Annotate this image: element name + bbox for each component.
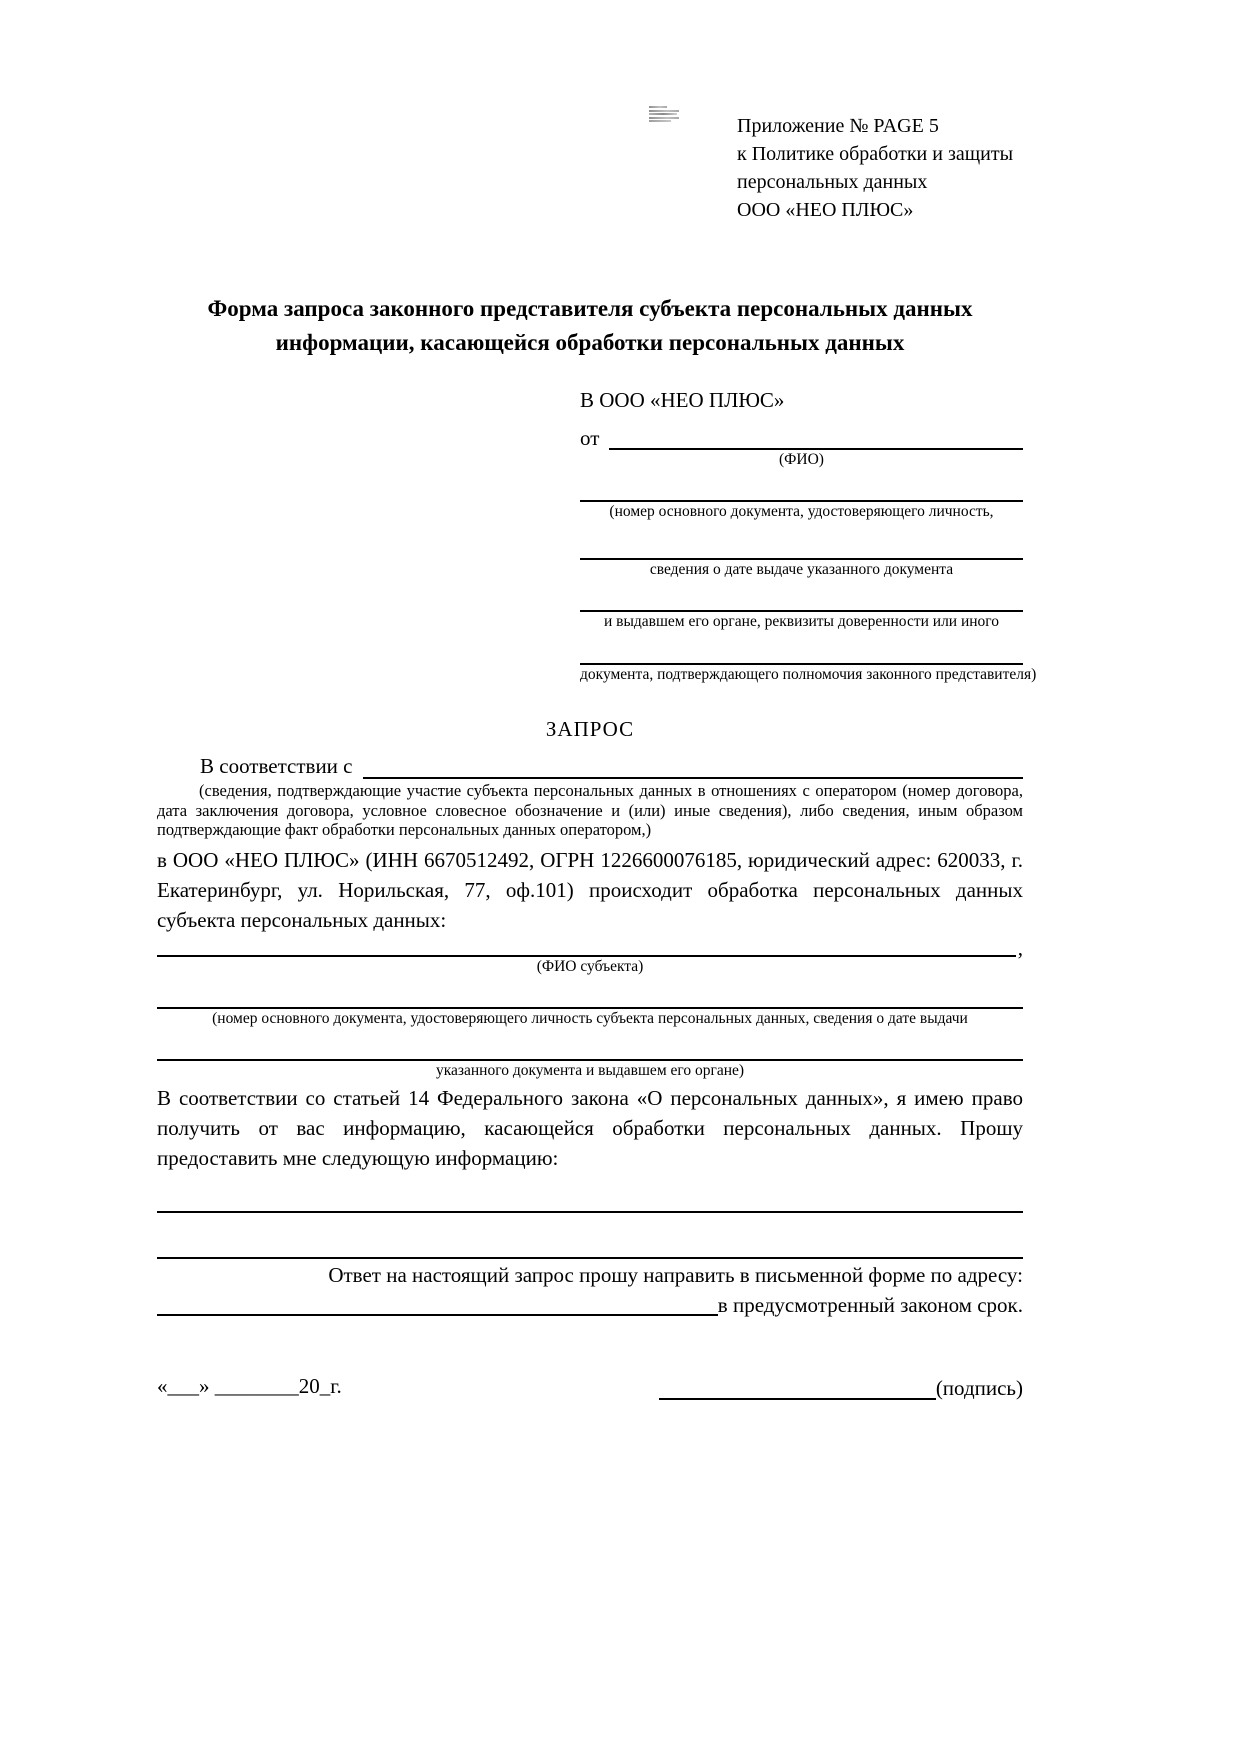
- authority-doc-blank-field[interactable]: [580, 632, 1023, 665]
- recipient-organization: В ООО «НЕО ПЛЮС»: [580, 388, 785, 412]
- appendix-note-line: ООО «НЕО ПЛЮС»: [737, 199, 914, 221]
- recipient-block: [580, 386, 1037, 685]
- accordance-blank-field[interactable]: [363, 777, 1024, 779]
- date-blank-text[interactable]: «___» ________20_г.: [157, 1373, 342, 1398]
- accordance-label: В соответствии с: [200, 754, 353, 778]
- document-body: [157, 292, 1037, 1400]
- subject-fio-caption: (ФИО субъекта): [536, 957, 644, 975]
- reply-tail-text: в предусмотренный законом срок.: [717, 1292, 1023, 1317]
- doc-issuer-blank-field[interactable]: [580, 580, 1023, 612]
- from-label: от: [580, 426, 600, 450]
- fio-caption: (ФИО): [779, 451, 824, 468]
- doc-number-blank-field[interactable]: [580, 470, 1023, 502]
- subject-doc-caption2: указанного документа и выдавшем его органе): [435, 1061, 745, 1079]
- subject-doc-blank-field[interactable]: [157, 977, 1023, 1009]
- subject-doc-issuer-blank-field[interactable]: [157, 1029, 1023, 1061]
- doc-number-caption: (номер основного документа, удостоверяющего личность,: [609, 503, 994, 520]
- appendix-note-line: к Политике обработки и защиты: [737, 143, 1014, 165]
- subject-fio-row: [157, 935, 1023, 960]
- signature-group: [659, 1376, 1023, 1400]
- icon-bar: [649, 120, 671, 122]
- doc-issue-date-blank-field[interactable]: [580, 522, 1023, 560]
- signature-row: [157, 1372, 1023, 1400]
- authority-doc-caption: документа, подтверждающего полномочия законного представителя): [580, 666, 1037, 683]
- icon-bar: [649, 117, 679, 119]
- fine-print-note: (сведения, подтверждающие участие субъекта персональных данных в отношениях с оператором (номер договора, дата заключения договора, условное словесное обозначение и (или) иные сведения), либо сведения, иным образом подтверждающие факт обработки персональных данных оператором,): [157, 781, 1023, 839]
- appendix-note-line: Приложение № PAGE 5: [737, 115, 939, 137]
- doc-issuer-caption: и выдавшем его органе, реквизиты доверенности или иного: [603, 613, 1000, 630]
- requested-info-blank-field-1[interactable]: [157, 1181, 1023, 1213]
- law-paragraph: В соответствии со статьей 14 Федерального закона «О персональных данных», я имею право получить от вас информацию, касающейся обработки персональных данных. Прошу предоставить мне следующую информацию:: [157, 1085, 1023, 1170]
- icon-bar: [649, 113, 677, 115]
- requested-info-blank-field-2[interactable]: [157, 1213, 1023, 1259]
- appendix-note: [737, 112, 1013, 224]
- signature-caption: (подпись): [935, 1375, 1023, 1400]
- from-row: [580, 422, 1023, 450]
- appendix-note-line: персональных данных: [737, 171, 928, 193]
- subject-fio-comma: ,: [1017, 935, 1023, 960]
- request-heading: ЗАПРОС: [545, 717, 635, 741]
- reply-instruction: Ответ на настоящий запрос прошу направить в письменной форме по адресу:: [328, 1262, 1023, 1287]
- reply-address-blank-field[interactable]: [157, 1314, 718, 1316]
- icon-bar: [649, 106, 667, 108]
- reply-address-row: [157, 1290, 1023, 1316]
- signature-blank-field[interactable]: [659, 1376, 936, 1400]
- operator-paragraph: в ООО «НЕО ПЛЮС» (ИНН 6670512492, ОГРН 1226600076185, юридический адрес: 620033, г. Екатеринбург, ул. Норильская, 77, оф.101) происходит обработка персональных данных субъекта персональных данных:: [157, 847, 1023, 932]
- icon-bar: [649, 110, 679, 112]
- accordance-row: [157, 749, 1023, 779]
- embedded-table-icon: [649, 106, 679, 122]
- document-title: [157, 292, 1023, 360]
- document-title-line2: информации, касающейся обработки персональных данных: [275, 330, 905, 355]
- doc-issue-date-caption: сведения о дате выдаче указанного документа: [649, 561, 954, 578]
- document-title-line1: Форма запроса законного представителя субъекта персональных данных: [207, 296, 973, 321]
- subject-doc-caption1: (номер основного документа, удостоверяющего личность субъекта персональных данных, сведения о дате выдачи: [212, 1009, 968, 1027]
